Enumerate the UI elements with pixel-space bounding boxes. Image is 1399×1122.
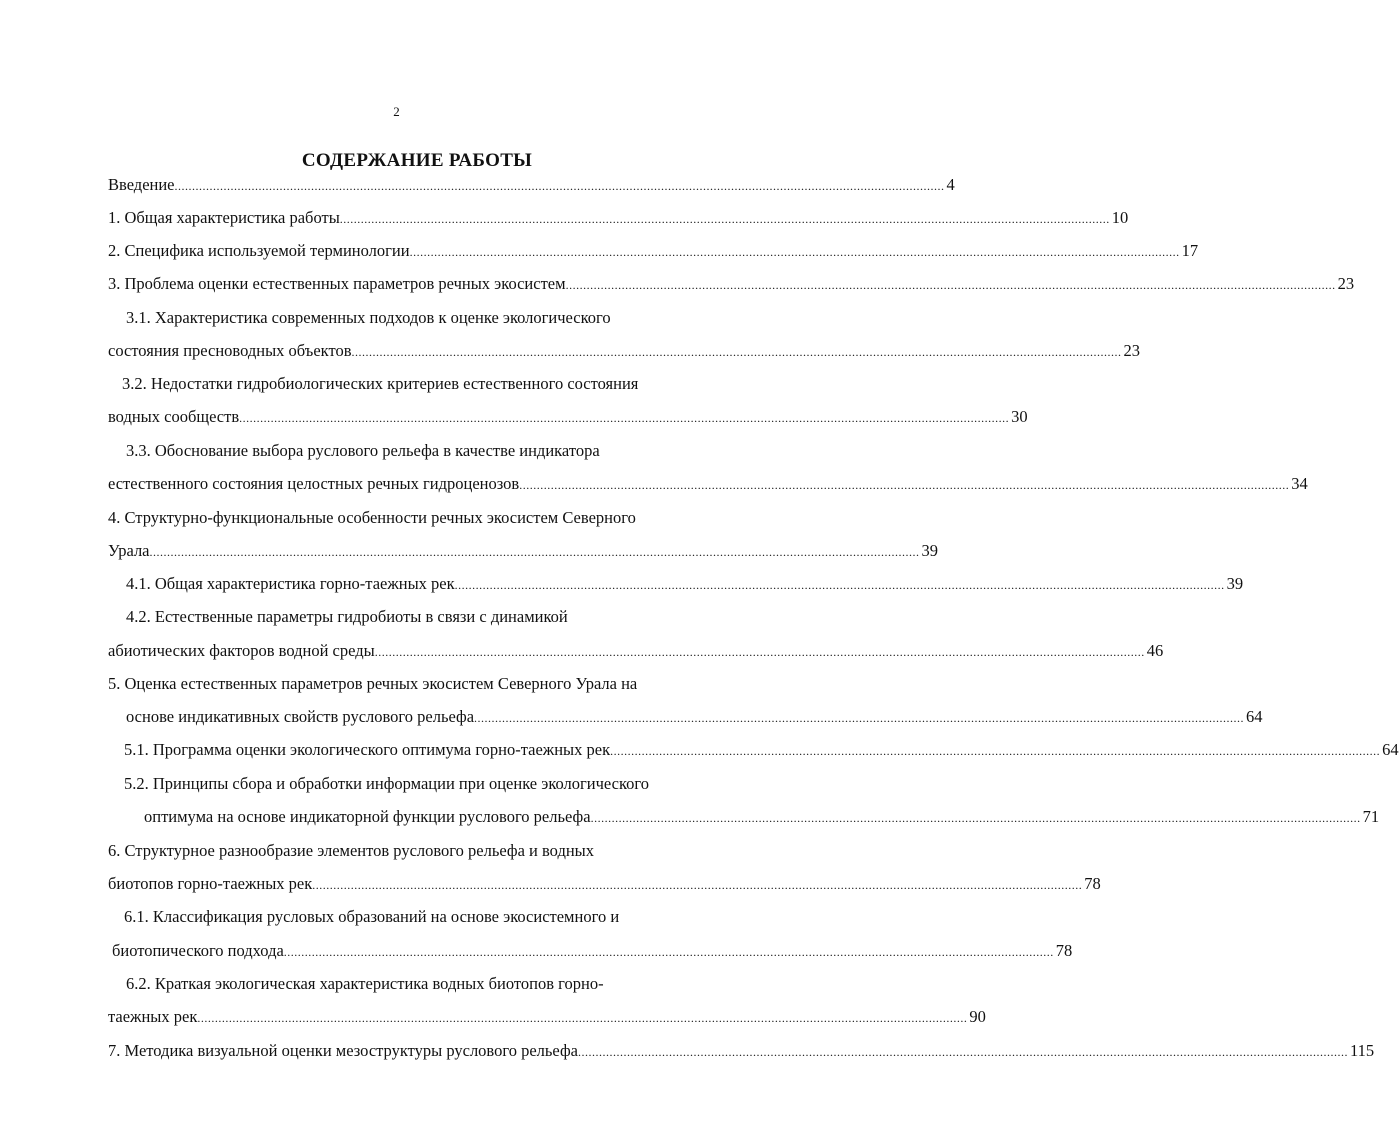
toc-entry-page: 71 [1362,807,1380,826]
toc-entry-title: Введение [108,175,175,194]
toc-entry-page: 30 [1011,407,1028,426]
toc-entry-page: 78 [1055,941,1073,960]
toc-entry [108,1006,986,1028]
toc-entry [144,806,1380,828]
leader-dots: ............................................................................................................................................................................................................................ [239,411,1010,425]
page-title: СОДЕРЖАНИЕ РАБОТЫ [301,150,533,171]
toc-entry-page: 64 [1246,707,1263,726]
leader-dots: ............................................................................................................................................................................................................................ [565,278,1336,292]
leader-dots: ............................................................................................................................................................................................................................ [454,578,1225,592]
page-number: 2 [393,104,400,119]
toc-entry-page: 17 [1181,241,1199,260]
leader-dots: ............................................................................................................................................................................................................................ [474,711,1245,725]
toc-entry-page: 90 [969,1007,986,1026]
toc-entry [108,273,1355,295]
toc-entry-line: 5. Оценка естественных параметров речных экосистем Северного Урала на [108,674,638,693]
toc-entry-title: абиотических факторов водной среды [108,641,375,660]
toc-entry-title: 3. Проблема оценки естественных параметров речных экосистем [108,274,566,293]
leader-dots: ............................................................................................................................................................................................................................ [577,1045,1348,1059]
toc-entry-page: 10 [1111,208,1129,227]
toc-entry-line: 6. Структурное разнообразие элементов руслового рельефа и водных [108,841,595,860]
toc-entry-title: 1. Общая характеристика работы [108,208,340,227]
leader-dots: ............................................................................................................................................................................................................................ [312,878,1083,892]
toc-entry [108,174,955,196]
toc-entry-line: 4. Структурно-функциональные особенности речных экосистем Северного [108,508,636,527]
leader-dots: ............................................................................................................................................................................................................................ [197,1011,968,1025]
toc-entry [112,940,1073,962]
toc-entry-page: 39 [921,541,939,560]
toc-entry [126,573,1244,595]
toc-entry-title: 7. Методика визуальной оценки мезоструктуры руслового рельефа [108,1041,578,1060]
toc-entry-title: 5.1. Программа оценки экологического оптимума горно-таежных рек [124,740,611,759]
toc-entry-title: оптимума на основе индикаторной функции руслового рельефа [144,807,591,826]
toc-entry-page: 23 [1123,341,1140,360]
toc-entry-title: биотопического подхода [112,941,284,960]
toc-entry-title: состояния пресноводных объектов [108,341,352,360]
toc-entry-title: водных сообществ [108,407,240,426]
toc-entry-page: 39 [1226,574,1244,593]
toc-entry-page: 64 [1382,740,1399,759]
toc-entry-page: 78 [1084,874,1101,893]
leader-dots: ............................................................................................................................................................................................................................ [283,945,1054,959]
leader-dots: ............................................................................................................................................................................................................................ [339,212,1110,226]
toc-entry [108,473,1308,495]
leader-dots: ............................................................................................................................................................................................................................ [174,179,945,193]
leader-dots: ............................................................................................................................................................................................................................ [610,744,1381,758]
toc-entry [108,406,1028,428]
toc-entry-line: 6.1. Классификация русловых образований на основе экосистемного и [124,907,620,926]
toc-entry [108,240,1199,262]
toc-entry [126,706,1263,728]
toc-entry-line: 3.2. Недостатки гидробиологических критериев естественного состояния [122,374,639,393]
leader-dots: ............................................................................................................................................................................................................................ [351,345,1122,359]
toc-entry [108,640,1164,662]
toc-entry-page: 46 [1146,641,1164,660]
toc-entry [108,1040,1375,1062]
toc-entry-page: 4 [946,175,955,194]
toc-entry-line: 3.3. Обоснование выбора руслового рельефа в качестве индикатора [126,441,600,460]
toc-entry-line: 4.2. Естественные параметры гидробиоты в связи с динамикой [126,607,568,626]
toc-entry [108,873,1101,895]
leader-dots: ............................................................................................................................................................................................................................ [519,478,1290,492]
leader-dots: ............................................................................................................................................................................................................................ [590,811,1361,825]
toc-entry-line: 3.1. Характеристика современных подходов к оценке экологического [126,308,611,327]
toc-entry-title: таежных рек [108,1007,198,1026]
toc-entry-page: 23 [1337,274,1355,293]
toc-entry [108,340,1140,362]
toc-entry-title: основе индикативных свойств руслового рельефа [126,707,475,726]
toc-entry-title: биотопов горно-таежных рек [108,874,313,893]
leader-dots: ............................................................................................................................................................................................................................ [149,545,920,559]
leader-dots: ............................................................................................................................................................................................................................ [409,245,1180,259]
toc-entry-page: 115 [1349,1041,1375,1060]
toc-entry-page: 34 [1291,474,1308,493]
toc-entry-line: 6.2. Краткая экологическая характеристика водных биотопов горно- [126,974,604,993]
toc-entry-title: 2. Специфика используемой терминологии [108,241,410,260]
toc-entry-title: естественного состояния целостных речных гидроценозов [108,474,520,493]
toc-entry-title: Урала [108,541,150,560]
toc-entry-line: 5.2. Принципы сбора и обработки информации при оценке экологического [124,774,650,793]
toc-entry [108,207,1129,229]
toc-entry [108,540,939,562]
leader-dots: ............................................................................................................................................................................................................................ [374,645,1145,659]
toc-entry-title: 4.1. Общая характеристика горно-таежных рек [126,574,455,593]
toc-entry [124,739,1399,761]
